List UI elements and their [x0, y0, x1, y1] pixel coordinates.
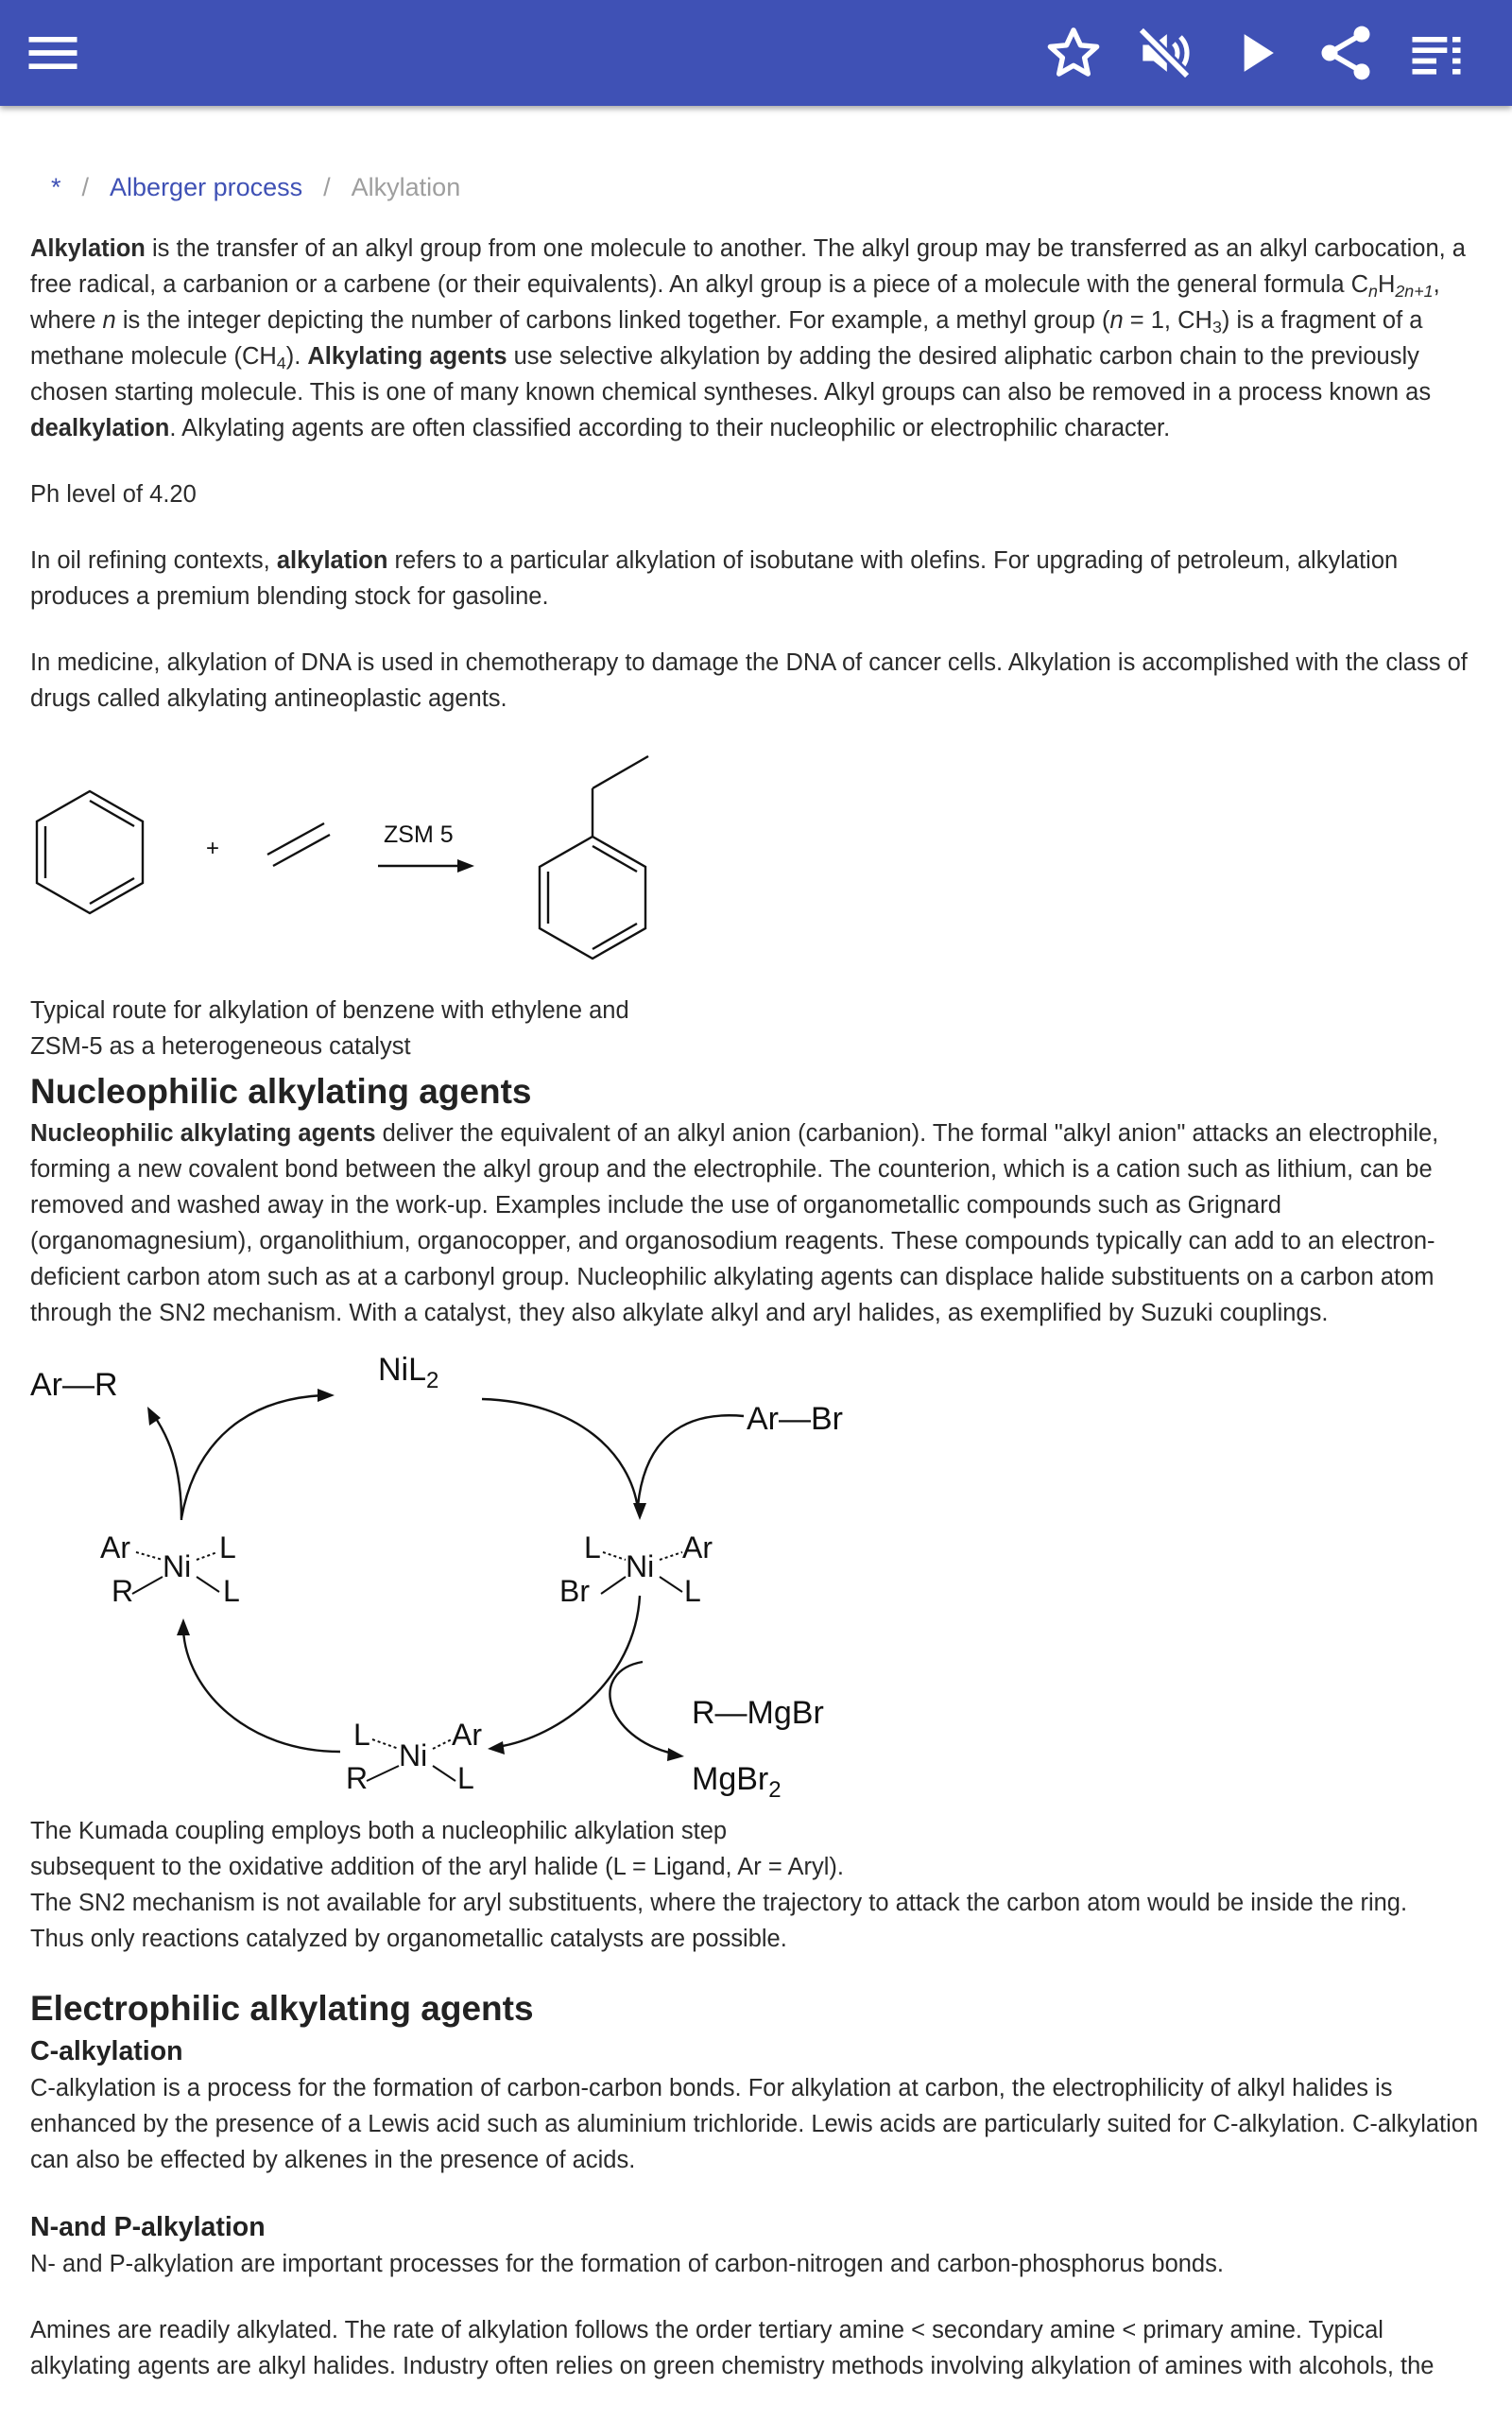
svg-text:L: L [457, 1761, 474, 1795]
amines-paragraph: Amines are readily alkylated. The rate of alkylation follows the order tertiary amine < secondary amine < primary amine. Typical alkylating agents are alkyl halides. Industry often relies on green chemistry methods involving alkylation of amines with alcohols, the [30, 2317, 1435, 2379]
favorite-button[interactable] [1041, 21, 1106, 85]
kumada-cycle-diagram [30, 1350, 919, 1813]
benzene-alkylation-diagram [30, 752, 673, 979]
svg-text:L: L [584, 1530, 601, 1564]
play-icon [1223, 21, 1287, 85]
breadcrumb: * / Alberger process / Alkylation [51, 173, 461, 201]
figure1-caption: Typical route for alkylation of benzene with ethylene and ZSM-5 as a heterogeneous catalyst [30, 997, 629, 1060]
svg-text:Ar: Ar [452, 1718, 482, 1752]
svg-text:Ar: Ar [100, 1530, 130, 1564]
left-ni-complex [100, 1530, 240, 1608]
svg-text:L: L [353, 1718, 370, 1752]
c-alkylation-heading: C-alkylation [30, 2036, 183, 2066]
svg-text:L: L [223, 1574, 240, 1608]
svg-text:L: L [684, 1574, 701, 1608]
breadcrumb-current: Alkylation [351, 173, 461, 201]
breadcrumb-parent-link[interactable]: Alberger process [110, 173, 303, 201]
playlist-icon [1404, 21, 1469, 85]
catalyst-label: ZSM 5 [384, 821, 454, 848]
svg-text:Br: Br [559, 1574, 590, 1608]
nucleophilic-heading: Nucleophilic alkylating agents [30, 1072, 532, 1111]
volume-off-icon [1132, 21, 1196, 85]
svg-text:Ni: Ni [399, 1738, 428, 1772]
share-icon [1314, 21, 1378, 85]
sn2-note-paragraph: The SN2 mechanism is not available for aryl substituents, where the trajectory to attack the carbon atom would be inside the ring. Thus only reactions catalyzed by organometallic catalysts are possible. [30, 1890, 1408, 1952]
play-button[interactable] [1223, 21, 1287, 85]
hamburger-menu-icon [21, 21, 85, 85]
mgbr2-label: MgBr$_2$ [692, 1761, 782, 1803]
svg-text:L: L [219, 1530, 236, 1564]
ar-br-label: Ar—Br [747, 1401, 843, 1437]
svg-text:Ni: Ni [163, 1549, 192, 1583]
svg-text:Ar: Ar [682, 1530, 713, 1564]
benzene-alkylation-figure [30, 752, 1486, 979]
nil2-label: NiL$_2$ [378, 1352, 439, 1393]
share-button[interactable] [1314, 21, 1378, 85]
ph-level-text: Ph level of 4.20 [30, 481, 197, 508]
medicine-paragraph: In medicine, alkylation of DNA is used in chemotherapy to damage the DNA of cancer cells. Alkylation is accomplished with the class of drugs called alkylating antineoplastic agents. [30, 649, 1468, 712]
kumada-cycle-figure [30, 1350, 1486, 1813]
article-content [30, 161, 1486, 2384]
app-bar [0, 0, 1512, 106]
r-mgbr-label: R—MgBr [692, 1695, 824, 1731]
electrophilic-heading: Electrophilic alkylating agents [30, 1989, 534, 2028]
plus-sign: + [206, 836, 220, 861]
np-alkylation-heading: N-and P-alkylation [30, 2212, 266, 2242]
right-ni-complex [559, 1530, 713, 1608]
svg-text:Ni: Ni [626, 1549, 655, 1583]
c-alkylation-paragraph: C-alkylation is a process for the formation of carbon-carbon bonds. For alkylation at carbon, the electrophilicity of alkyl halides is enhanced by the presence of a Lewis acid such as aluminium trichloride. Lewis acids are particularly suited for C-alkylation. C-alkylation can also be effected by alkenes in the presence of acids. [30, 2075, 1479, 2173]
intro-paragraph: Alkylation is the transfer of an alkyl group from one molecule to another. The alkyl group may be transferred as an alkyl carbocation, a free radical, a carbanion or a carbene (or their equivalents). An alkyl group is a piece of a molecule with the general formula $C_nH_{2n+1}$, where n is the integer depicting the number of carbons linked together. For example, a methyl group (n = 1, $CH_3$) is a fragment of a methane molecule $(CH_4)$. Alkylating agents use selective alkylation by adding the desired aliphatic carbon chain to the previously chosen starting molecule. This is one of many known chemical syntheses. Alkyl groups can also be removed in a process known as dealkylation. Alkylating agents are often classified according to their nucleophilic or electrophilic character. [30, 235, 1466, 441]
star-outline-icon [1041, 21, 1106, 85]
svg-text:R: R [346, 1761, 369, 1795]
menu-button[interactable] [21, 21, 85, 85]
oil-refining-paragraph: In oil refining contexts, alkylation refers to a particular alkylation of isobutane with olefins. For upgrading of petroleum, alkylation produces a premium blending stock for gasoline. [30, 547, 1399, 610]
np-alkylation-paragraph: N- and P-alkylation are important processes for the formation of carbon-nitrogen and carbon-phosphorus bonds. [30, 2251, 1224, 2277]
nucleophilic-paragraph: Nucleophilic alkylating agents deliver the equivalent of an alkyl anion (carbanion). The formal "alkyl anion" attacks an electrophile, forming a new covalent bond between the alkyl group and the electrophile. The counterion, which is a cation such as lithium, can be removed and washed away in the work-up. Examples include the use of organometallic compounds such as Grignard (organomagnesium), organolithium, organocopper, and organosodium reagents. These compounds typically can add to an electron-deficient carbon atom such as at a carbonyl group. Nucleophilic alkylating agents can displace halide substituents on a carbon atom through the SN2 mechanism. With a catalyst, they also alkylate alkyl and aryl halides, as exemplified by Suzuki couplings. [30, 1120, 1439, 1326]
svg-text:R: R [112, 1574, 134, 1608]
figure2-caption: The Kumada coupling employs both a nucleophilic alkylation step subsequent to the oxidative addition of the aryl halide (L = Ligand, Ar = Aryl). [30, 1818, 844, 1880]
breadcrumb-home-link[interactable]: * [51, 173, 61, 201]
mute-button[interactable] [1132, 21, 1196, 85]
ar-r-label: Ar—R [30, 1367, 118, 1403]
bottom-ni-complex [346, 1718, 482, 1795]
playlist-button[interactable] [1404, 21, 1469, 85]
